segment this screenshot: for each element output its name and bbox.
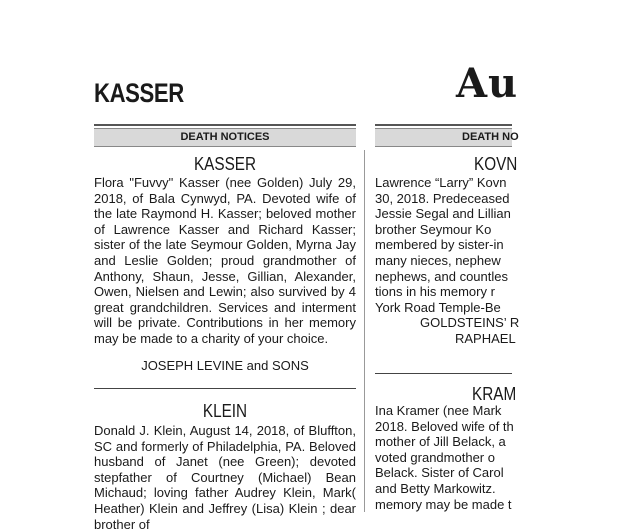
notice-klein-text: Donald J. Klein, August 14, 2018, of Bluffton, SC and formerly of Philadelphia, PA. Beloved husband of Janet (nee Green); devoted stepfather of Courtney (Michael) Bean Michaud; loving father Audrey Klein, Mark( Heather) Klein and Jeffrey (Lisa) Klein ; dear brother of [94, 423, 356, 532]
text-line: tions in his memory r [375, 284, 495, 300]
notice-name: KOVN [474, 154, 518, 174]
text-line: voted grandmother o [375, 449, 495, 465]
top-rule-right [375, 124, 512, 126]
text-line: brother Seymour Ko [375, 221, 492, 237]
text-line: mother of Jill Belack, a [375, 434, 506, 450]
notice-kovn-text [375, 175, 635, 347]
notice-klein-heading [94, 401, 356, 421]
funeral-home-line: RAPHAEL [455, 330, 516, 346]
text-line: nephews, and countles [375, 268, 508, 284]
text-line: Jessie Segal and Lillian [375, 206, 511, 222]
notice-kasser-funeral-home: JOSEPH LEVINE and SONS [141, 358, 309, 373]
notice-name: KASSER [193, 154, 257, 174]
text-line: and Betty Markowitz. [375, 480, 496, 496]
notice-name: KRAM [472, 384, 517, 404]
right-column [375, 150, 520, 512]
text-line: 2018. Beloved wife of th [375, 418, 514, 434]
notice-kram-text [375, 403, 635, 512]
funeral-home-line: GOLDSTEINS’ R [420, 315, 520, 331]
notice-separator [375, 373, 512, 374]
text-line: York Road Temple-Be [375, 299, 501, 315]
text-line: Belack. Sister of Carol [375, 465, 504, 481]
text-line: Ina Kramer (nee Mark [375, 403, 502, 418]
section-header-death-notices: DEATH NOTICES [94, 128, 356, 147]
page-title-partial: Au [456, 60, 519, 107]
section-header-right-label: DEATH NO [462, 131, 519, 143]
text-line: Lawrence “Larry” Kovn [375, 175, 507, 190]
notice-kasser-text: Flora "Fuvvy" Kasser (nee Golden) July 29, 2018, of Bala Cynwyd, PA. Devoted wife of the late Raymond H. Kasser; beloved mother of Lawrence Kasser and Richard Kasser; sister of the late Seymour Golden, Myrna Jay and Leslie Golden; proud grandmother of Anthony, Shaun, Jesse, Gillian, Alexander, Owen, Nielsen and Lewin; also survived by 4 great grandchildren. Services and interment will be private. Contributions in her memory may be made to a charity of your choice. [94, 175, 356, 346]
column-divider [364, 150, 365, 512]
text-line: 30, 2018. Predeceased [375, 190, 510, 206]
text-line: memory may be made t [375, 496, 512, 512]
notice-separator [94, 388, 356, 389]
notice-name: KLEIN [202, 401, 248, 421]
notice-kasser-heading [94, 154, 356, 174]
top-rule-left [94, 124, 356, 126]
page-title: KASSER [94, 78, 184, 108]
notice-kram-heading [472, 384, 524, 404]
section-header-death-notices-right [375, 128, 519, 147]
text-line: many nieces, nephew [375, 252, 501, 268]
text-line: membered by sister-in [375, 237, 504, 253]
notice-kovn-heading [474, 154, 525, 174]
